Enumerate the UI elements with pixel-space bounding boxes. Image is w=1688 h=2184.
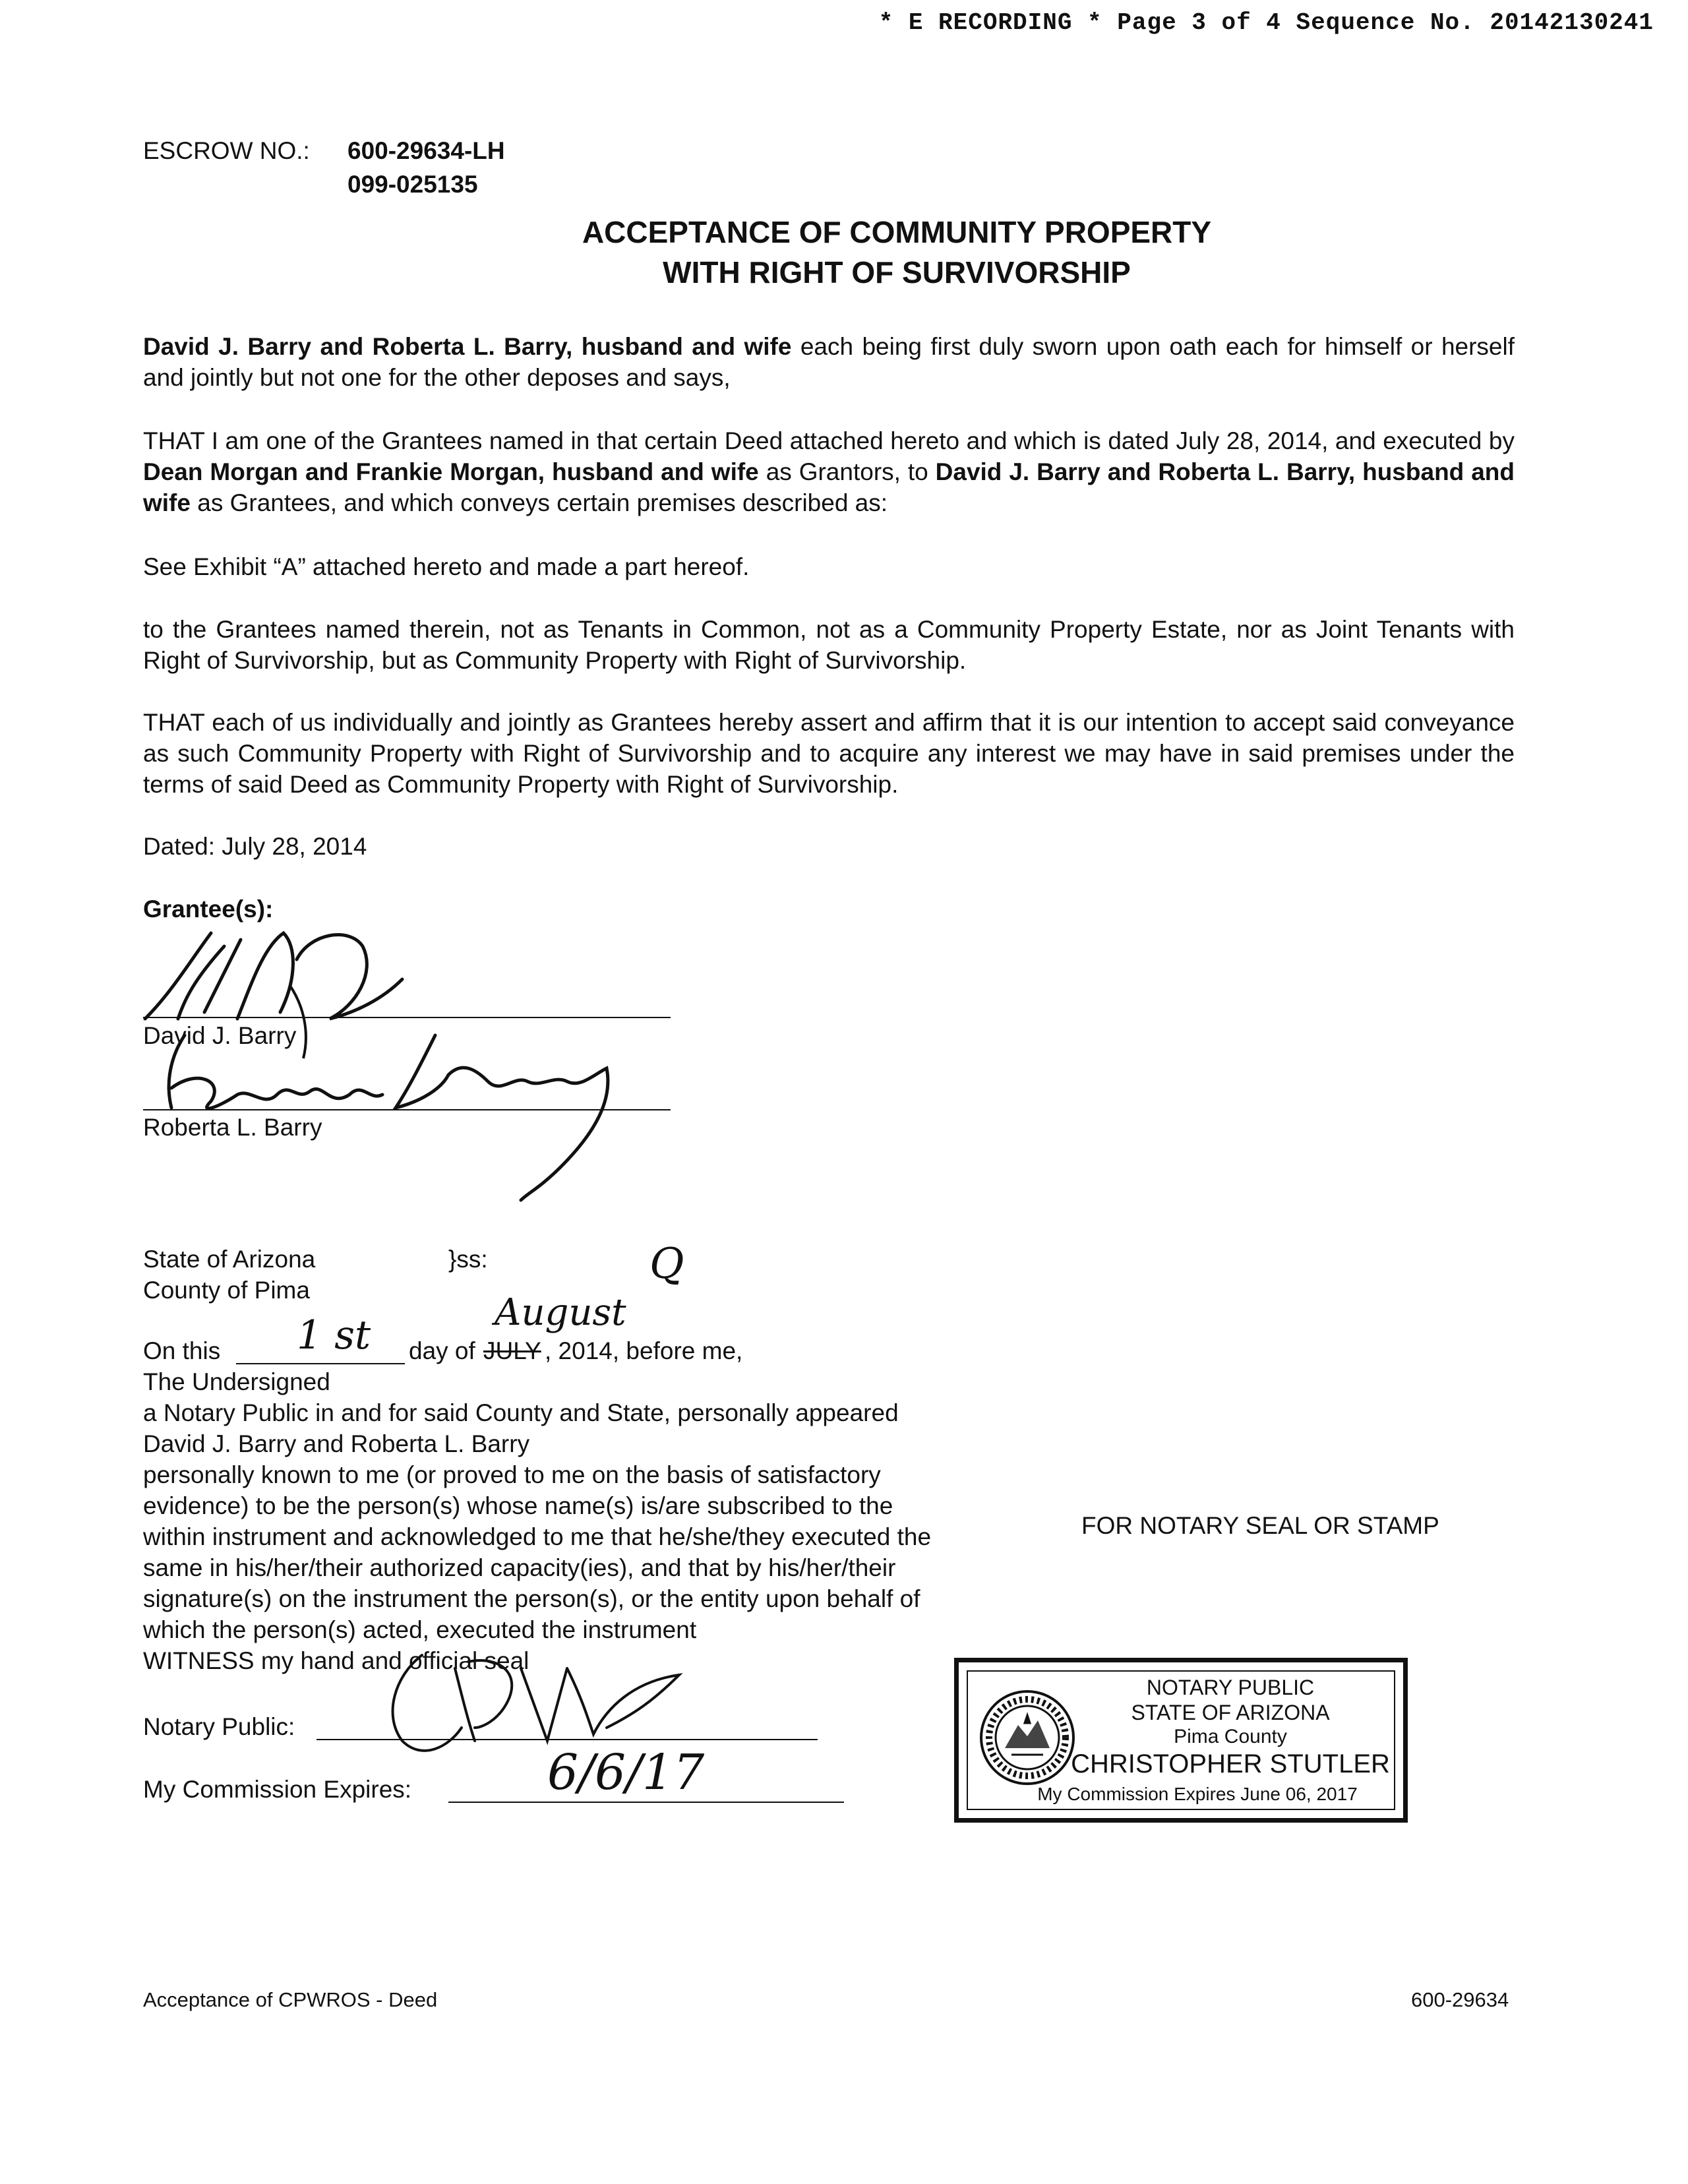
deed-text-c: as Grantors, to: [758, 458, 936, 485]
venue-state: State of Arizona: [143, 1246, 316, 1273]
document-title-line-1: ACCEPTANCE OF COMMUNITY PROPERTY: [582, 215, 1212, 249]
grantees-heading: Grantee(s):: [143, 895, 274, 923]
notary-stamp: [954, 1658, 1408, 1823]
seal-placeholder-label: FOR NOTARY SEAL OR STAMP: [1081, 1512, 1439, 1539]
arizona-state-seal-icon: [979, 1689, 1076, 1786]
exhibit-paragraph: See Exhibit “A” attached hereto and made a part hereof.: [143, 553, 750, 580]
escrow-label: ESCROW NO.:: [143, 137, 310, 164]
appeared-names: David J. Barry and Roberta L. Barry: [143, 1430, 530, 1457]
grantee-name-david: David J. Barry: [143, 1022, 297, 1049]
handwritten-commission-date: 6/6/17: [547, 1744, 705, 1801]
stamp-line-2: STATE OF ARIZONA: [1131, 1701, 1330, 1724]
witness-line: WITNESS my hand and official seal: [143, 1647, 529, 1674]
on-this-label: On this: [143, 1337, 221, 1364]
footer-right: 600-29634: [1411, 1988, 1509, 2011]
notary-body-6: signature(s) on the instrument the person(s), or the entity upon behalf of: [143, 1585, 920, 1612]
undersigned: The Undersigned: [143, 1368, 330, 1395]
escrow-number-1: 600-29634-LH: [347, 137, 505, 164]
handwritten-initial: Q: [649, 1240, 684, 1289]
affiant-oath-text: each being first duly sworn upon oath each for himself or herself and jointly but not one for the other deposes and says,: [143, 333, 1515, 391]
affiant-names: David J. Barry and Roberta L. Barry, husband and wife: [143, 333, 792, 360]
handwritten-month: August: [495, 1291, 626, 1334]
recording-header: * E RECORDING * Page 3 of 4 Sequence No. 20142130241: [878, 9, 1654, 36]
notary-body-5: same in his/her/their authorized capacity(ies), and that by his/her/their: [143, 1554, 896, 1581]
handwritten-day: 1 st: [297, 1312, 371, 1358]
notary-public-label: Notary Public:: [143, 1713, 295, 1740]
grantee-name-roberta: Roberta L. Barry: [143, 1114, 322, 1141]
notary-body-3: evidence) to be the person(s) whose name(s) is/are subscribed to the: [143, 1492, 893, 1519]
deed-paragraph: [143, 425, 1515, 518]
notary-body-4: within instrument and acknowledged to me that he/she/they executed the: [143, 1523, 932, 1550]
stamp-line-5: My Commission Expires June 06, 2017: [1037, 1784, 1358, 1804]
year-text: , 2014, before me,: [545, 1337, 743, 1364]
stamp-line-4: CHRISTOPHER STUTLER: [1071, 1749, 1390, 1778]
affirmation-paragraph: THAT each of us individually and jointly as Grantees hereby assert and affirm that it is our intention to accept said conveyance as such Community Property with Right of Survivorship and to acquire any interest we may have in said premises under the terms of said Deed as Community Property with Right of Survivorship.: [143, 709, 1515, 798]
venue-ss: }ss:: [448, 1246, 488, 1273]
deed-text-e: as Grantees, and which conveys certain premises described as:: [190, 489, 888, 516]
grantor-names: Dean Morgan and Frankie Morgan, husband and wife: [143, 458, 759, 485]
grantee-names: David J. Barry and Roberta L. Barry, husband and wife: [143, 458, 1515, 516]
document-title-line-2: WITH RIGHT OF SURVIVORSHIP: [663, 255, 1131, 289]
deed-text-a: THAT I am one of the Grantees named in that certain Deed attached hereto and which is dated July 28, 2014, and executed by: [143, 427, 1515, 454]
stamp-line-1: NOTARY PUBLIC: [1146, 1676, 1315, 1699]
dated-line: Dated: July 28, 2014: [143, 833, 367, 860]
roberta-barry-signature: [132, 1009, 659, 1207]
notary-body-2: personally known to me (or proved to me on the basis of satisfactory: [143, 1461, 881, 1488]
venue-county: County of Pima: [143, 1277, 310, 1304]
affiant-paragraph: [143, 331, 1515, 393]
notary-body-1: a Notary Public in and for said County and State, personally appeared: [143, 1399, 899, 1426]
footer-left: Acceptance of CPWROS - Deed: [143, 1988, 438, 2011]
notary-body-7: which the person(s) acted, executed the instrument: [143, 1616, 697, 1643]
commission-label: My Commission Expires:: [143, 1776, 412, 1803]
tenancy-paragraph: to the Grantees named therein, not as Tenants in Common, not as a Community Property Estate, nor as Joint Tenants with Right of Survivorship, but as Community Property with Right of Survivorship.: [143, 616, 1515, 674]
escrow-number-2: 099-025135: [347, 171, 478, 198]
struck-month: JULY: [483, 1337, 541, 1364]
day-blank-line: [236, 1363, 405, 1364]
commission-line: [448, 1802, 844, 1803]
day-of-label: day of: [409, 1337, 475, 1364]
stamp-line-3: Pima County: [1174, 1726, 1287, 1747]
